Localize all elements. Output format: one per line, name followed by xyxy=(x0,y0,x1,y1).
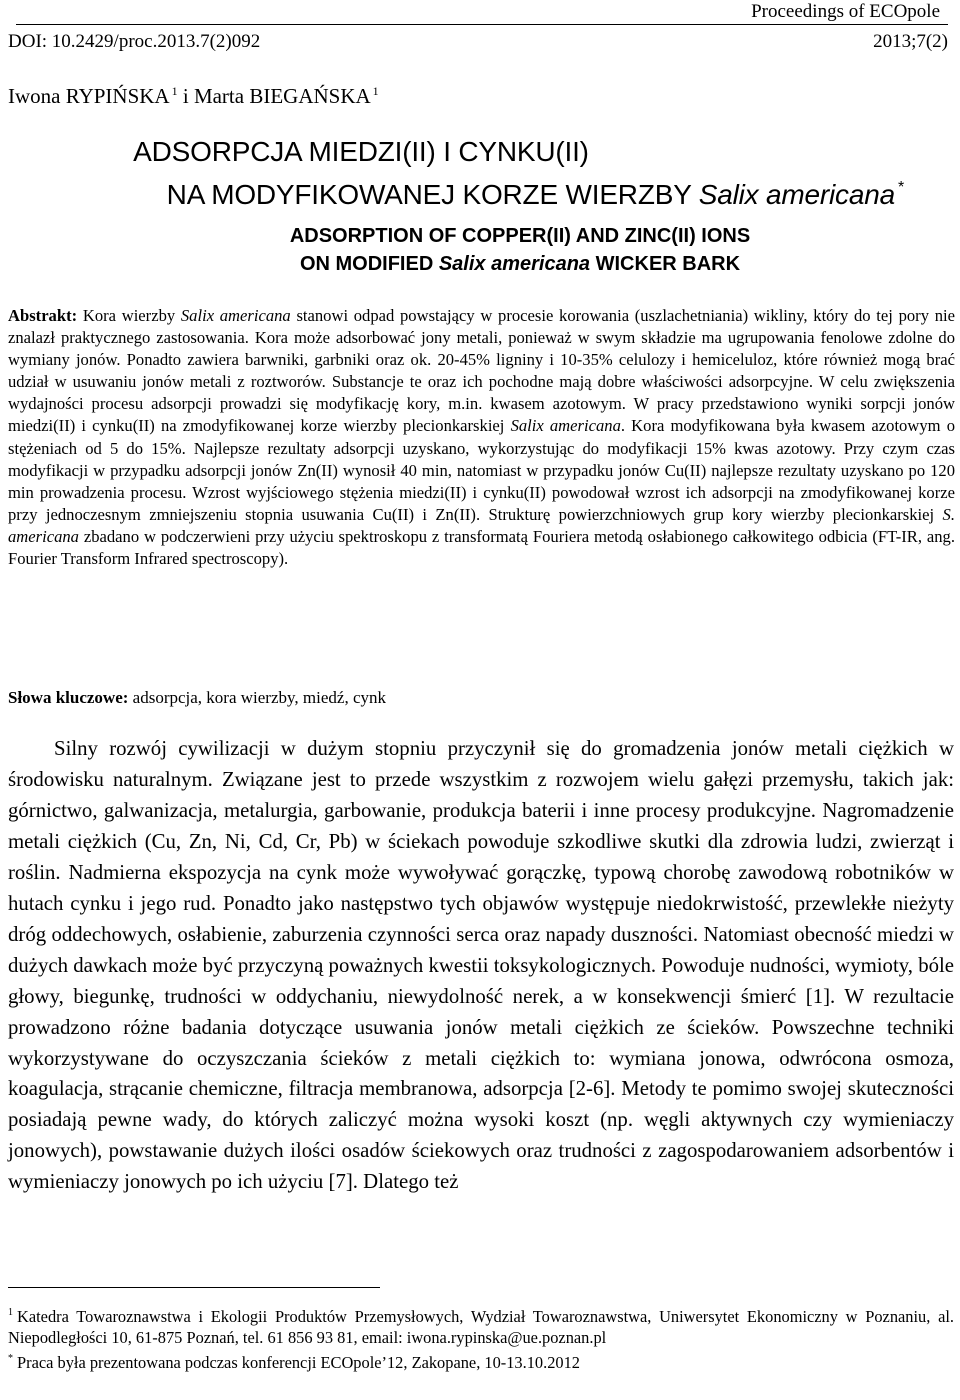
keywords-text: adsorpcja, kora wierzby, miedź, cynk xyxy=(132,688,386,707)
title-polish xyxy=(24,134,904,213)
title-english-line-2-pre: ON MODIFIED xyxy=(299,253,434,275)
title-polish-species: Salix americana xyxy=(698,179,895,210)
abstract-part-4: zbadano w podczerwieni przy użyciu spektroskopu z transformatą Fouriera metodą osłabionego całkowitego odbicia (FT-IR, ang. Fourier Transform Infrared spectroscopy). xyxy=(8,526,955,569)
title-footnote-mark: * xyxy=(897,179,904,196)
footnote-conference-mark: * xyxy=(8,1353,13,1364)
abstract-label: Abstrakt: xyxy=(8,306,78,325)
title-polish-line-2-text: NA MODYFIKOWANEJ KORZE WIERZBY xyxy=(166,179,692,210)
doi: DOI: 10.2429/proc.2013.7(2)092 xyxy=(8,31,261,52)
author-2-affiliation-mark: 1 xyxy=(372,84,379,98)
volume-info: 2013;7(2) xyxy=(873,31,948,52)
title-english-species: Salix americana xyxy=(438,253,591,275)
footnote-affiliation-mark: 1 xyxy=(8,1307,13,1318)
footnote-conference xyxy=(8,1348,954,1373)
header-rule xyxy=(16,24,948,25)
keywords-label: Słowa kluczowe: xyxy=(8,688,129,707)
abstract-part-2: stanowi odpad powstający w procesie korowania (uszlachetniania) wikliny, który do tej pory nie znalazł praktycznego zastosowania. Kora może adsorbować jony metali, ponieważ w swym składzie ma ugrupowania fenolowe zdolne do wymiany jonów. Ponadto zawiera barwniki, garbniki oraz ok. 20-45% ligniny i 10-35% celulozy i hemiceluloz, które również mogą brać udział w usuwaniu jonów metali z roztworów. Substancje te oraz ich pochodne mają dobre właściwości adsorpcyjne. W celu zwiększenia wydajności procesu adsorpcji prowadzi się modyfikację kory, m.in. kwasem azotowym. W pracy przedstawiono wyniki sorpcji jonów miedzi(II) i cynku(II) na zmodyfikowanej korze wierzby plecionkarskiej xyxy=(8,306,955,436)
running-header xyxy=(8,0,954,60)
footnote-affiliation-text: Katedra Towaroznawstwa i Ekologii Produktów Przemysłowych, Wydział Towaroznawstwa, Uniwersytet Ekonomiczny w Poznaniu, al. Niepodległości 10, 61-875 Poznań, tel. 61 856 93 81, email: iwona.rypinska@ue.poznan.pl xyxy=(8,1307,954,1347)
title-english-line-2 xyxy=(100,250,940,278)
abstract xyxy=(8,305,955,570)
title-english-line-2-post: WICKER BARK xyxy=(595,253,741,275)
title-polish-line-1: ADSORPCJA MIEDZI(II) I CYNKU(II) xyxy=(133,136,589,167)
abstract-species-2: Salix americana xyxy=(510,416,621,436)
author-joiner: i xyxy=(182,84,189,108)
body-paragraph: Silny rozwój cywilizacji w dużym stopniu przyczynił się do gromadzenia jonów metali ciężkich w środowisku naturalnym. Związane jest to przede wszystkim z rozwojem wielu gałęzi przemysłu, takich jak: górnictwo, galwanizacja, metalurgia, garbowanie, produkcja baterii i inne procesy produkcyjne. Nagromadzenie metali ciężkich (Cu, Zn, Ni, Cd, Cr, Pb) w ściekach powoduje szkodliwe skutki dla zdrowia ludzi, zwierząt i roślin. Nadmierna ekspozycja na cynk może wywoływać gorączkę, typową chorobę zawodową robotników w hutach cynku i jego rud. Ponadto jako następstwo tych objawów występuje niedokrwistość, przewlekłe nieżyty dróg oddechowych, osłabienie, zaburzenia czynności serca oraz napady duszności. Natomiast obecność miedzi w dużych dawkach może być przyczyną poważnych kwestii toksykologicznych. Powoduje nudności, wymioty, bóle głowy, biegunkę, trudności w oddychaniu, niewydolność nerek, a w konsekwencji śmierć [1]. W rezultacie prowadzono różne badania dotyczące usuwania jonów metali ciężkich ze ścieków. Powszechne techniki wykorzystywane do oczyszczania ścieków z metali ciężkich to: wymiana jonowa, odwrócona osmoza, koagulacja, strącanie chemiczne, filtracja membranowa, adsorpcja [2-6]. Metody te pomimo swojej skuteczności posiadają pewne wady, do których zaliczyć można wysoki koszt (np. węgli aktywnych czy wymieniaczy jonowych), powstawanie dużych ilości osadów ściekowych oraz trudności z zagospodarowaniem adsorbentów i wymieniaczy jonowych po ich użyciu [7]. Dlatego też xyxy=(8,737,954,1194)
abstract-species-1: Salix americana xyxy=(180,306,291,325)
abstract-part-1: Kora wierzby xyxy=(82,306,176,325)
footnotes xyxy=(8,1302,954,1373)
author-1: Iwona RYPIŃSKA xyxy=(8,84,170,108)
title-english-line-1: ADSORPTION OF COPPER(II) AND ZINC(II) IONS xyxy=(289,225,751,247)
author-2: Marta BIEGAŃSKA xyxy=(193,84,371,108)
author-1-affiliation-mark: 1 xyxy=(171,84,178,98)
title-english xyxy=(100,222,940,278)
footnote-conference-text: Praca była prezentowana podczas konferencji ECOpole’12, Zakopane, 10-13.10.2012 xyxy=(17,1353,580,1372)
abstract-species-3: S. americana xyxy=(8,504,955,546)
proceedings-name: Proceedings of ECOpole xyxy=(751,1,940,22)
footnote-rule xyxy=(8,1287,380,1288)
footnote-affiliation xyxy=(8,1302,954,1348)
title-polish-line-2 xyxy=(24,170,904,213)
authors-line xyxy=(8,78,379,109)
abstract-part-3: . Kora modyfikowana była kwasem azotowym o stężeniach od 5 do 15%. Najlepsze rezultaty adsorpcji uzyskano, wykorzystując do modyfikacji 15% kwas azotowy. Przy czym czas modyfikacji w przypadku adsorpcji jonów Zn(II) wynosił 40 min, natomiast w przypadku jonów Cu(II) najlepsze rezultaty uzyskano po 120 min prowadzenia procesu. Wzrost wyjściowego stężenia miedzi(II) i cynku(II) powodował wzrost ich adsorpcji na zmodyfikowanej korze przy jednoczesnym zmniejszeniu stopnia usuwania Cu(II) i Zn(II). Strukturę powierzchniowych grup kory wierzby plecionkarskiej xyxy=(8,416,955,524)
keywords xyxy=(8,687,386,709)
